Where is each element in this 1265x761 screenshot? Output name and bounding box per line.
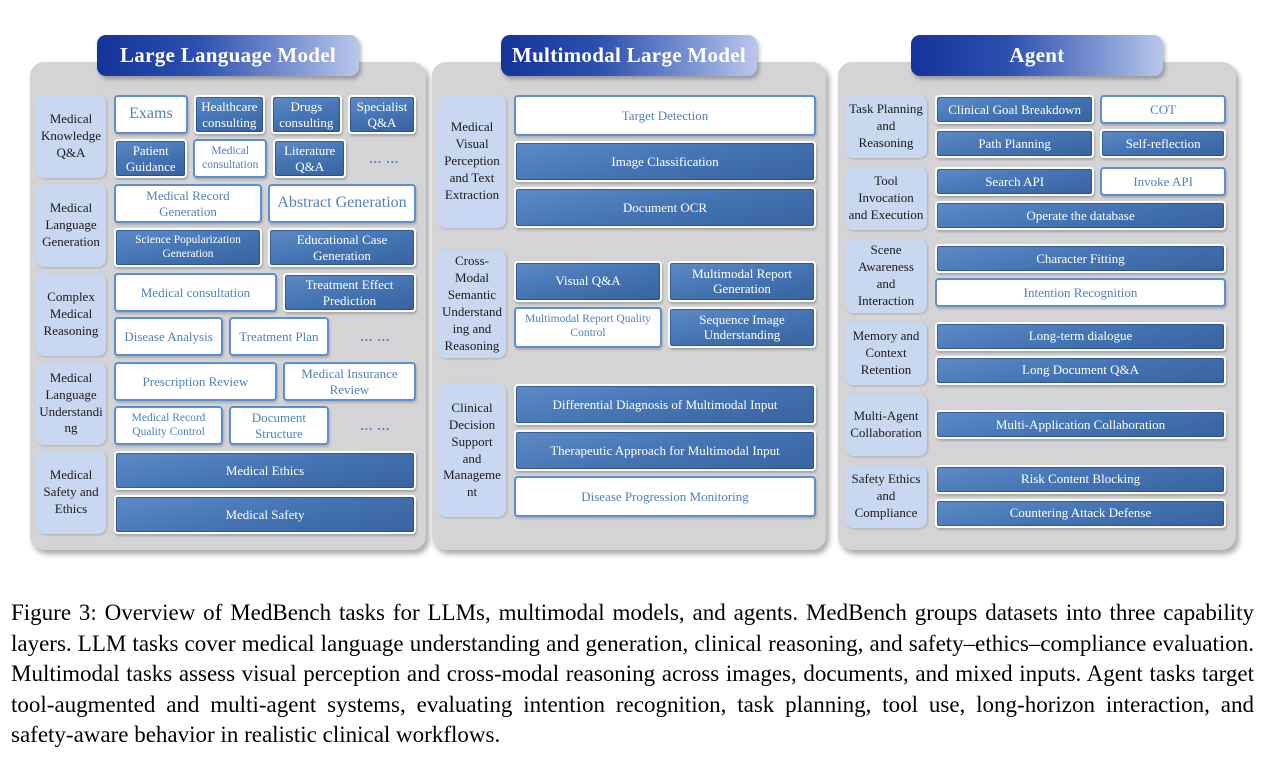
task-line [514,384,816,425]
task-box: Drugs consulting [271,95,342,134]
task-box: Invoke API [1100,167,1226,196]
task-line [935,201,1226,230]
task-box: Medical Ethics [114,451,416,490]
task-box: Search API [935,167,1094,196]
task-box: Medical Safety [114,495,416,534]
task-line [114,451,416,490]
category-label: Clinical Decision Support and Management [438,384,506,517]
task-box: Multimodal Report Generation [668,261,816,302]
task-line [514,141,816,182]
category-label: Medical Visual Perception and Text Extraction [438,95,506,228]
task-line [114,317,416,356]
task-box: Therapeutic Approach for Multimodal Input [514,430,816,471]
task-line [935,410,1226,439]
task-line [935,129,1226,158]
task-box: Character Fitting [935,244,1226,273]
task-group [935,322,1226,385]
task-group [935,465,1226,528]
task-box: Document OCR [514,187,816,228]
task-line [935,167,1226,196]
category-label: Medical Language Generation [36,184,106,267]
task-box: Disease Analysis [114,317,223,356]
task-group [935,167,1226,230]
task-line [935,465,1226,494]
task-line [114,95,416,134]
task-box: Treatment Plan [229,317,329,356]
task-group [935,394,1226,456]
ellipsis: ... ... [369,150,400,166]
capability-rows [838,62,1236,537]
task-box: Multimodal Report Quality Control [514,307,662,348]
capability-row [438,384,816,517]
task-box: Disease Progression Monitoring [514,476,816,517]
task-box: Medical Insurance Review [283,362,416,401]
category-label: Complex Medical Reasoning [36,273,106,356]
task-line [114,495,416,534]
task-line [514,307,816,348]
task-box: Long Document Q&A [935,356,1226,385]
capability-row [36,362,416,445]
task-box: Literature Q&A [273,139,346,178]
category-label: Memory and Context Retention [845,322,927,385]
task-group [514,95,816,228]
task-line [935,95,1226,124]
task-box: Document Structure [229,406,329,445]
panel-title-multimodal-large-model: Multimodal Large Model [501,35,757,76]
task-box: Medical Record Generation [114,184,262,223]
capability-row [36,184,416,267]
category-label: Multi-Agent Collaboration [845,394,927,456]
capability-row [438,95,816,228]
category-label: Medical Knowledge Q&A [36,95,106,178]
task-line [935,244,1226,273]
task-box: Long-term dialogue [935,322,1226,351]
task-line [514,187,816,228]
task-box: Target Detection [514,95,816,136]
task-box: Science Popularization Generation [114,228,262,267]
panel-large-language-model [30,43,426,550]
task-box: Differential Diagnosis of Multimodal Input [514,384,816,425]
task-line [514,261,816,302]
task-box: Abstract Generation [268,184,416,223]
capability-rows [30,62,426,540]
task-box: Path Planning [935,129,1094,158]
capability-rows [432,62,826,517]
task-box: Specialist Q&A [348,95,416,134]
capability-row [845,465,1226,528]
task-line [935,499,1226,528]
category-label: Cross-Modal Semantic Understanding and Reasoning [438,250,506,358]
category-label: Medical Safety and Ethics [36,451,106,534]
capability-row [438,250,816,358]
panel-multimodal-large-model [432,43,826,550]
task-group [114,95,416,178]
task-group [935,239,1226,313]
task-box: Educational Case Generation [268,228,416,267]
task-box: Sequence Image Understanding [668,307,816,348]
task-group [114,451,416,534]
category-label: Safety Ethics and Compliance [845,465,927,528]
figure-caption: Figure 3: Overview of MedBench tasks for LLMs, multimodal models, and agents. MedBench groups datasets into three capability layers. LLM tasks cover medical language understanding and generation, clinical reasoning, and safety–ethics–compliance evaluation. Multimodal tasks assess visual perception and cross-modal reasoning across images, documents, and mixed inputs. Agent tasks target tool-augmented and multi-agent systems, evaluating intention recognition, task planning, tool use, long-horizon interaction, and safety-aware behavior in realistic clinical workflows. [11,600,1254,748]
capability-row [36,95,416,178]
category-label: Task Planning and Reasoning [845,95,927,158]
capability-row [36,273,416,356]
panel-title-large-language-model: Large Language Model [97,35,359,76]
task-group [514,384,816,517]
task-box: Medical Record Quality Control [114,406,223,445]
category-label: Scene Awareness and Interaction [845,239,927,313]
task-line [114,139,416,178]
task-box: Treatment Effect Prediction [283,273,416,312]
task-group [114,362,416,445]
ellipsis: ... ... [360,328,391,344]
task-line [935,322,1226,351]
task-box: Medical consultation [193,139,266,178]
task-line [114,228,416,267]
ellipsis: ... ... [360,417,391,433]
task-line [114,406,416,445]
task-line [114,184,416,223]
task-line [514,95,816,136]
task-box: Patient Guidance [114,139,187,178]
task-line [114,362,416,401]
task-line [514,476,816,517]
task-line [114,273,416,312]
task-group [935,95,1226,158]
capability-row [845,239,1226,313]
capability-row [845,394,1226,456]
task-group [114,273,416,356]
panel-title-agent: Agent [911,35,1163,76]
task-box: Multi-Application Collaboration [935,410,1226,439]
task-line [935,278,1226,307]
task-box: Risk Content Blocking [935,465,1226,494]
task-box: Clinical Goal Breakdown [935,95,1094,124]
task-box: Self-reflection [1100,129,1226,158]
task-box: Visual Q&A [514,261,662,302]
capability-row [845,322,1226,385]
category-label: Medical Language Understanding [36,362,106,445]
task-box: COT [1100,95,1226,124]
task-box: Exams [114,95,188,134]
task-line [935,356,1226,385]
task-box: Healthcare consulting [194,95,265,134]
capability-row [845,95,1226,158]
task-box: Countering Attack Defense [935,499,1226,528]
task-box: Prescription Review [114,362,277,401]
panel-agent [838,43,1236,550]
task-group [114,184,416,267]
capability-row [845,167,1226,230]
capability-row [36,451,416,534]
task-box: Image Classification [514,141,816,182]
task-box: Medical consultation [114,273,277,312]
task-box: Operate the database [935,201,1226,230]
task-line [514,430,816,471]
category-label: Tool Invocation and Execution [845,167,927,230]
task-group [514,250,816,358]
task-box: Intention Recognition [935,278,1226,307]
